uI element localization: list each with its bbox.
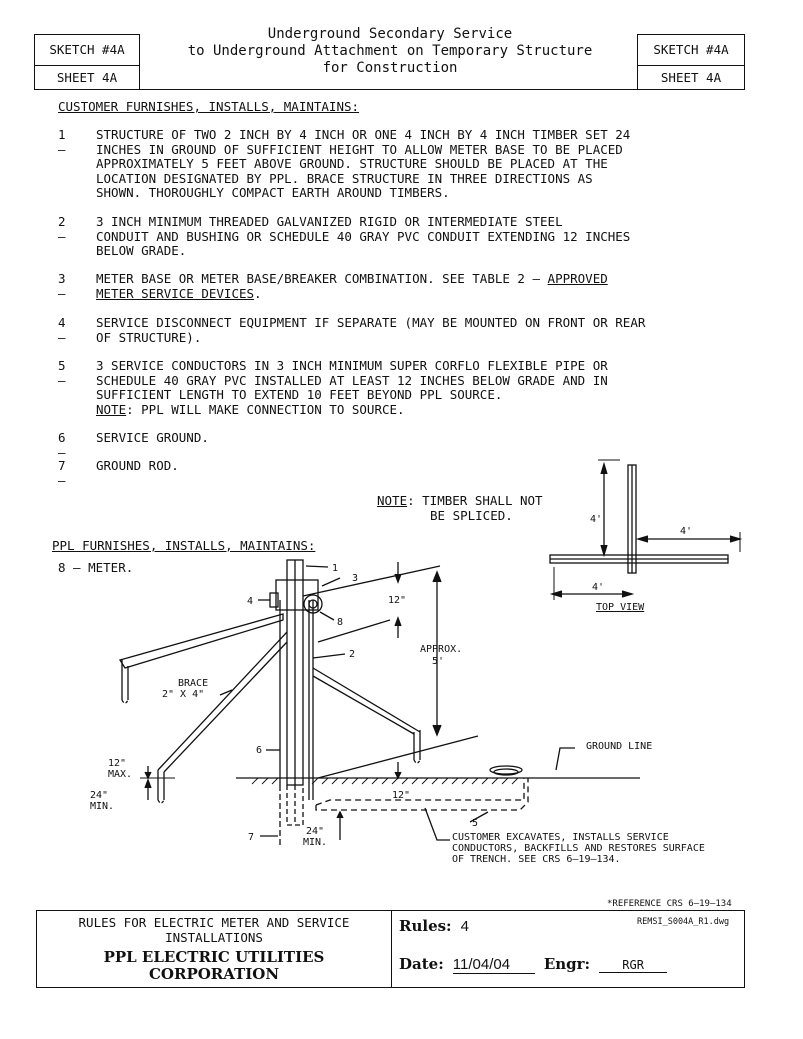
customer-heading: CUSTOMER FURNISHES, INSTALLS, MAINTAINS: xyxy=(58,99,360,114)
min-label-bottom: MIN. xyxy=(303,837,328,848)
note-text: : PPL WILL MAKE CONNECTION TO SOURCE. xyxy=(126,401,405,417)
title-line-1: Underground Secondary Service xyxy=(267,26,513,42)
brace-left-top xyxy=(120,614,283,668)
callout-1: 1 xyxy=(332,563,339,574)
reference-note: *REFERENCE CRS 6–19–134 xyxy=(607,899,732,909)
approx-feet: 5' xyxy=(432,656,445,667)
min-label-left: MIN. xyxy=(90,801,115,812)
top-view-drawing xyxy=(550,460,740,600)
item-line: 3 INCH MINIMUM THREADED GALVANIZED RIGID OR INTERMEDIATE STEEL xyxy=(96,214,563,229)
disconnect-box xyxy=(270,593,278,607)
date-label: Date: xyxy=(399,955,444,973)
item-number: 2 – xyxy=(58,214,66,244)
dim-12-left: 12" xyxy=(108,758,127,769)
item-line: CONDUIT AND BUSHING OR SCHEDULE 40 GRAY PVC CONDUIT EXTENDING 12 INCHES xyxy=(96,228,631,244)
ground-line-label: GROUND LINE xyxy=(586,741,653,752)
footer-block xyxy=(36,910,745,988)
meter-devices-text: METER SERVICE DEVICES xyxy=(96,285,255,301)
dim-12-bottom: 12" xyxy=(392,790,411,801)
rules-title xyxy=(37,915,391,945)
sheet-label-left: SHEET 4A xyxy=(56,70,118,85)
excavate-note-1: CUSTOMER EXCAVATES, INSTALLS SERVICE xyxy=(452,832,669,843)
item-line: STRUCTURE OF TWO 2 INCH BY 4 INCH OR ONE 4 INCH BY 4 INCH TIMBER SET 24 xyxy=(96,127,631,142)
company-line1: PPL ELECTRIC UTILITIES xyxy=(103,948,325,966)
company-line2: CORPORATION xyxy=(148,965,280,983)
item-line: SUFFICIENT LENGTH TO EXTEND 10 FEET BEYOND PPL SOURCE. xyxy=(96,387,503,403)
date-field xyxy=(399,955,667,974)
item-line: APPROXIMATELY 5 FEET ABOVE GROUND. STRUCTURE SHOULD BE PLACED AT THE xyxy=(96,156,608,172)
sketch-label-left: SKETCH #4A xyxy=(49,42,125,57)
item-number: 6 – xyxy=(58,430,66,460)
callout-6: 6 xyxy=(256,745,263,756)
dwg-name: REMSI_S004A_R1.dwg xyxy=(637,917,730,927)
rules-title-line1: RULES FOR ELECTRIC METER AND SERVICE xyxy=(78,915,350,930)
callout-7: 7 xyxy=(248,832,255,843)
max-label: MAX. xyxy=(108,769,133,780)
trench-outline xyxy=(316,778,528,810)
rules-title-line2: INSTALLATIONS xyxy=(165,930,263,945)
callout-5: 5 xyxy=(472,818,479,829)
item-number: 7 – xyxy=(58,458,66,488)
callout-8: 8 xyxy=(337,617,344,628)
timber-note-label: NOTE xyxy=(377,493,408,508)
callout-4: 4 xyxy=(247,596,254,607)
dim-12-top: 12" xyxy=(388,595,407,606)
item-line: 3 SERVICE CONDUCTORS IN 3 INCH MINIMUM SUPER CORFLO FLEXIBLE PIPE OR xyxy=(96,358,608,373)
item-number: 1 – xyxy=(58,127,66,157)
note-label: NOTE xyxy=(96,401,127,417)
item-line: INCHES IN GROUND OF SUFFICIENT HEIGHT TO ALLOW METER BASE TO BE PLACED xyxy=(96,141,623,157)
rules-field xyxy=(399,917,469,935)
title-line-3: for Construction xyxy=(322,60,458,76)
item-line: SERVICE DISCONNECT EQUIPMENT IF SEPARATE (MAY BE MOUNTED ON FRONT OR REAR xyxy=(96,315,646,330)
rules-value: 4 xyxy=(460,918,469,935)
ppl-heading: PPL FURNISHES, INSTALLS, MAINTAINS: xyxy=(52,538,316,553)
diagonal-brace xyxy=(158,632,287,772)
item-line: GROUND ROD. xyxy=(96,458,179,473)
ground-hatch xyxy=(252,778,518,784)
excavate-note-3: OF TRENCH. SEE CRS 6–19–134. xyxy=(452,854,621,865)
post-below-grade xyxy=(287,785,303,825)
callout-2: 2 xyxy=(349,649,356,660)
dim-24-left: 24" xyxy=(90,790,109,801)
item-line: SHOWN. THOROUGHLY COMPACT EARTH AROUND TIMBERS. xyxy=(96,185,450,201)
item-line-tail: . xyxy=(254,285,262,301)
brace-label-2: 2" X 4" xyxy=(162,689,205,700)
approx-label: APPROX. xyxy=(420,644,463,655)
dim-24-bottom: 24" xyxy=(306,826,325,837)
callout-3: 3 xyxy=(352,573,359,584)
sheet-label-right: SHEET 4A xyxy=(660,70,722,85)
item-number: 4 – xyxy=(58,315,66,345)
timber-note-line1: : TIMBER SHALL NOT xyxy=(407,493,543,508)
date-value: 11/04/04 xyxy=(453,956,535,974)
item-line: OF STRUCTURE). xyxy=(96,329,202,345)
title-line-2: to Underground Attachment on Temporary Structure xyxy=(187,43,593,59)
company-name xyxy=(37,949,391,983)
engr-value: RGR xyxy=(599,958,667,973)
item-number: 3 – xyxy=(58,271,66,301)
top-view-label: TOP VIEW xyxy=(596,602,645,613)
timber-note-line2: BE SPLICED. xyxy=(430,508,513,523)
item-line: LOCATION DESIGNATED BY PPL. BRACE STRUCTURE IN THREE DIRECTIONS AS xyxy=(96,170,593,186)
excavate-note-2: CONDUCTORS, BACKFILLS AND RESTORES SURFACE xyxy=(452,843,705,854)
item-line: SCHEDULE 40 GRAY PVC INSTALLED AT LEAST 12 INCHES BELOW GRADE AND IN xyxy=(96,372,608,388)
item-line: SERVICE GROUND. xyxy=(96,430,209,445)
item-line: BELOW GRADE. xyxy=(96,243,187,259)
top-view-dim-right: 4' xyxy=(680,526,693,537)
item-number: 5 – xyxy=(58,358,66,388)
brace-label-1: BRACE xyxy=(178,678,209,689)
top-view-dim-bottom: 4' xyxy=(592,582,605,593)
brace-right xyxy=(313,668,420,734)
engr-label: Engr: xyxy=(543,955,591,973)
ppl-item-8: 8 – METER. xyxy=(58,560,134,575)
top-view-dim-vertical: 4' xyxy=(590,514,603,525)
approved-link-text: APPROVED xyxy=(547,271,608,286)
item-line: METER BASE OR METER BASE/BREAKER COMBINATION. SEE TABLE 2 – xyxy=(96,271,548,286)
footer-divider xyxy=(391,911,392,987)
sketch-label-right: SKETCH #4A xyxy=(653,42,729,57)
rules-label: Rules: xyxy=(399,917,452,935)
